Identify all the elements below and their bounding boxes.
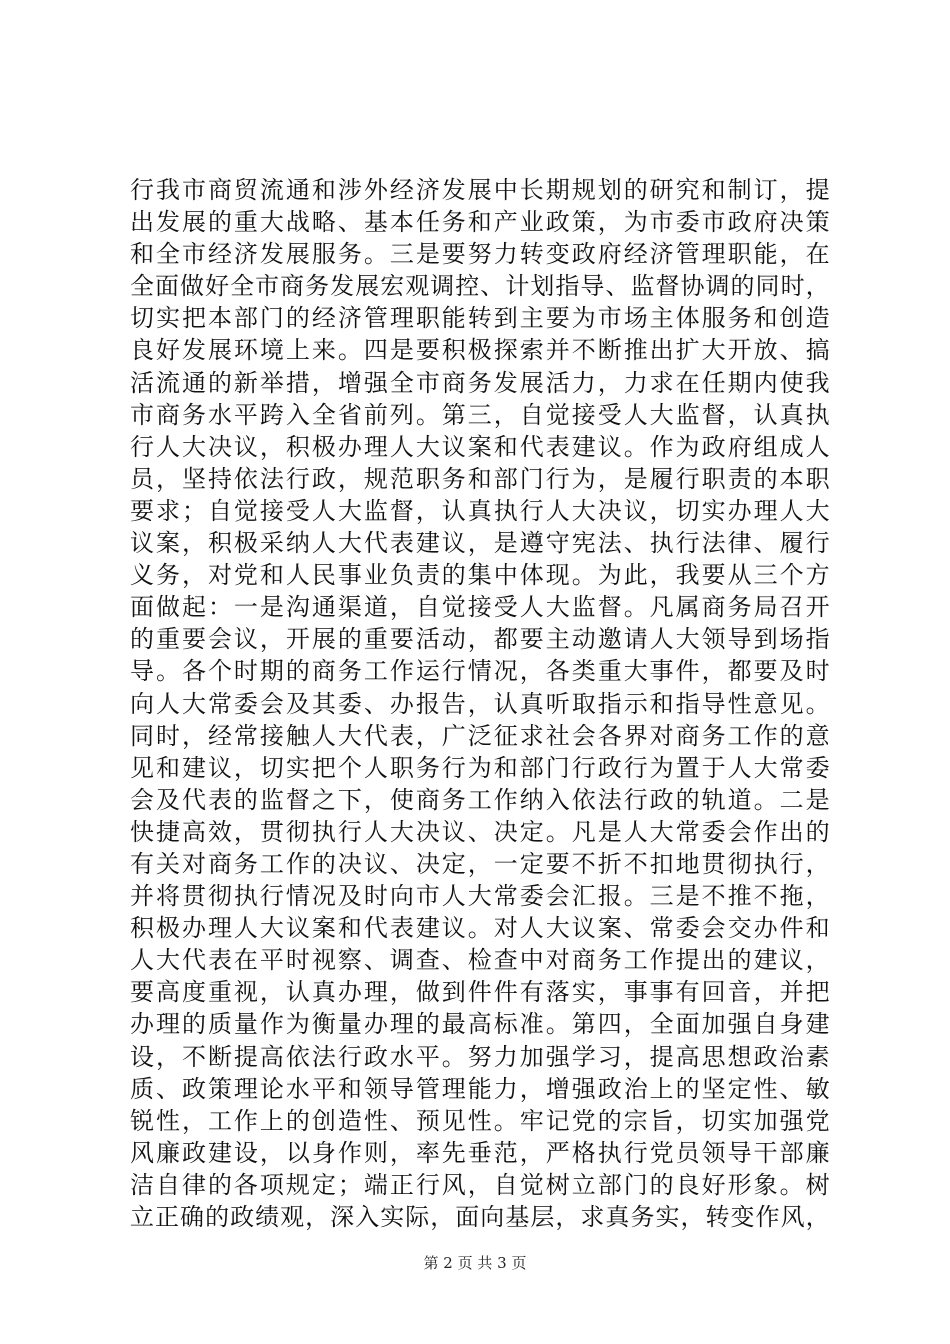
text-line: 有关对商务工作的决议、决定，一定要不折不扣地贯彻执行，	[130, 849, 830, 878]
text-line: 良好发展环境上来。四是要积极探索并不断推出扩大开放、搞	[130, 336, 830, 365]
page-number-label: 第 2 页 共 3 页	[423, 1254, 527, 1272]
text-line: 办理的质量作为衡量办理的最高标准。第四，全面加强自身建	[130, 1010, 830, 1039]
page-footer	[0, 1252, 950, 1273]
text-line: 同时，经常接触人大代表，广泛征求社会各界对商务工作的意	[130, 721, 830, 750]
text-line: 全面做好全市商务发展宏观调控、计划指导、监督协调的同时，	[130, 272, 830, 301]
text-line: 积极办理人大议案和代表建议。对人大议案、常委会交办件和	[130, 914, 830, 943]
text-line: 员，坚持依法行政，规范职务和部门行为，是履行职责的本职	[130, 464, 830, 493]
text-line: 锐性，工作上的创造性、预见性。牢记党的宗旨，切实加强党	[130, 1106, 830, 1135]
text-line: 洁自律的各项规定；端正行风，自觉树立部门的良好形象。树	[130, 1170, 830, 1199]
text-line: 要高度重视，认真办理，做到件件有落实，事事有回音，并把	[130, 978, 830, 1007]
text-line: 行我市商贸流通和涉外经济发展中长期规划的研究和制订，提	[130, 176, 830, 204]
text-line: 议案，积极采纳人大代表建议，是遵守宪法、执行法律、履行	[130, 529, 830, 558]
body-text	[130, 174, 830, 1233]
text-line: 出发展的重大战略、基本任务和产业政策，为市委市政府决策	[130, 208, 830, 237]
text-line: 行人大决议，积极办理人大议案和代表建议。作为政府组成人	[130, 432, 830, 461]
text-line: 导。各个时期的商务工作运行情况，各类重大事件，都要及时	[130, 657, 830, 686]
text-line: 质、政策理论水平和领导管理能力，增强政治上的坚定性、敏	[130, 1074, 830, 1103]
text-line: 向人大常委会及其委、办报告，认真听取指示和指导性意见。	[130, 689, 830, 718]
text-line: 面做起：一是沟通渠道，自觉接受人大监督。凡属商务局召开	[130, 593, 830, 622]
text-line: 会及代表的监督之下，使商务工作纳入依法行政的轨道。二是	[130, 785, 830, 814]
text-line: 风廉政建设，以身作则，率先垂范，严格执行党员领导干部廉	[130, 1138, 830, 1167]
text-line: 见和建议，切实把个人职务行为和部门行政行为置于人大常委	[130, 753, 830, 782]
text-line: 市商务水平跨入全省前列。第三，自觉接受人大监督，认真执	[130, 400, 830, 429]
text-line: 设，不断提高依法行政水平。努力加强学习，提高思想政治素	[130, 1042, 830, 1071]
text-line: 义务，对党和人民事业负责的集中体现。为此，我要从三个方	[130, 561, 830, 590]
text-line: 和全市经济发展服务。三是要努力转变政府经济管理职能，在	[130, 240, 830, 269]
text-line: 立正确的政绩观，深入实际，面向基层，求真务实，转变作风，	[130, 1203, 830, 1231]
text-line: 的重要会议，开展的重要活动，都要主动邀请人大领导到场指	[130, 625, 830, 654]
text-line: 活流通的新举措，增强全市商务发展活力，力求在任期内使我	[130, 368, 830, 397]
text-line: 并将贯彻执行情况及时向市人大常委会汇报。三是不推不拖，	[130, 882, 830, 911]
text-line: 快捷高效，贯彻执行人大决议、决定。凡是人大常委会作出的	[130, 817, 830, 846]
text-line: 人大代表在平时视察、调查、检查中对商务工作提出的建议，	[130, 946, 830, 975]
text-line: 切实把本部门的经济管理职能转到主要为市场主体服务和创造	[130, 304, 830, 333]
text-line: 要求；自觉接受人大监督，认真执行人大决议，切实办理人大	[130, 496, 830, 525]
